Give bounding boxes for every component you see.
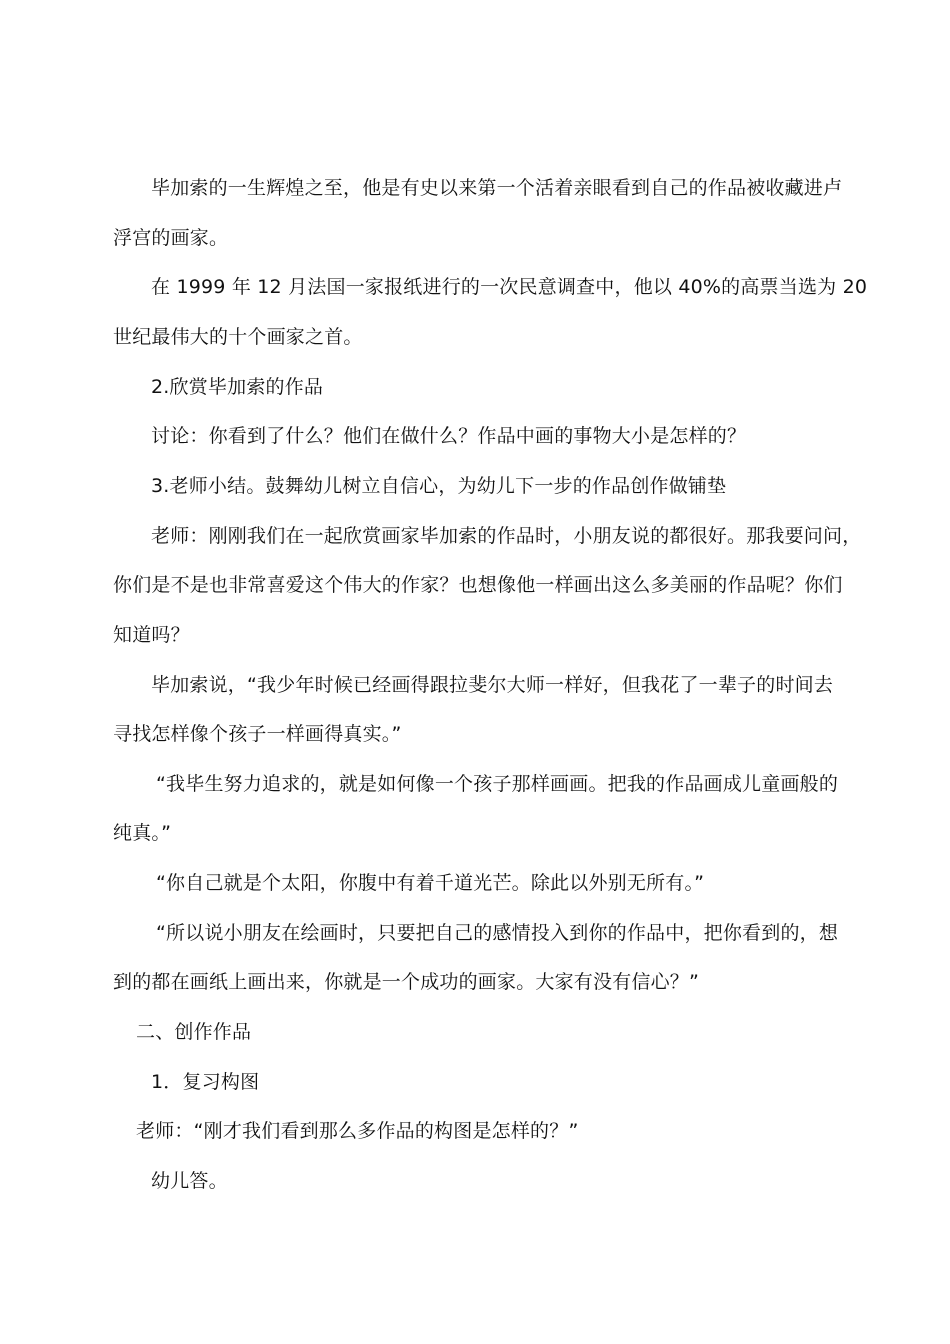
paragraph-2-line-2: 世纪最伟大的十个画家之首。 bbox=[113, 326, 363, 348]
paragraph-3-line-3: 知道吗？ bbox=[113, 624, 190, 646]
section-heading-two: 二、创作作品 bbox=[136, 1021, 252, 1043]
quote-3-line: “你自己就是个太阳，你腹中有着千道光芒。除此以外别无所有。” bbox=[156, 872, 705, 894]
paragraph-3-line-2: 你们是不是也非常喜爱这个伟大的作家？也想像他一样画出这么多美丽的作品呢？你们 bbox=[113, 574, 843, 596]
paragraph-1-line-2: 浮宫的画家。 bbox=[113, 227, 229, 249]
children-answer-line: 幼儿答。 bbox=[151, 1170, 228, 1192]
section-heading-2: 2.欣赏毕加索的作品 bbox=[151, 376, 324, 398]
section-heading-3: 3.老师小结。鼓舞幼儿树立自信心，为幼儿下一步的作品创作做铺垫 bbox=[151, 475, 727, 497]
paragraph-1-line-1: 毕加索的一生辉煌之至，他是有史以来第一个活着亲眼看到自己的作品被收藏进卢 bbox=[151, 177, 843, 199]
quote-1-line-1: 毕加索说，“我少年时候已经画得跟拉斐尔大师一样好，但我花了一辈子的时间去 bbox=[151, 674, 834, 696]
quote-2-line-2: 纯真。” bbox=[113, 822, 172, 844]
quote-1-line-2: 寻找怎样像个孩子一样画得真实。” bbox=[113, 723, 402, 745]
quote-4-line-2: 到的都在画纸上画出来，你就是一个成功的画家。大家有没有信心？” bbox=[113, 971, 700, 993]
paragraph-3-line-1: 老师：刚刚我们在一起欣赏画家毕加索的作品时，小朋友说的都很好。那我要问问， bbox=[151, 525, 862, 547]
paragraph-2-line-1: 在 1999 年 12 月法国一家报纸进行的一次民意调查中，他以 40%的高票当选为 20 bbox=[151, 276, 868, 298]
discussion-line: 讨论：你看到了什么？他们在做什么？作品中画的事物大小是怎样的？ bbox=[151, 425, 747, 447]
quote-4-line-1: “所以说小朋友在绘画时，只要把自己的感情投入到你的作品中，把你看到的，想 bbox=[156, 922, 839, 944]
quote-2-line-1: “我毕生努力追求的，就是如何像一个孩子那样画画。把我的作品画成儿童画般的 bbox=[156, 773, 839, 795]
teacher-question-line: 老师：“刚才我们看到那么多作品的构图是怎样的？” bbox=[136, 1120, 579, 1142]
subsection-heading-1: 1．复习构图 bbox=[151, 1071, 260, 1093]
